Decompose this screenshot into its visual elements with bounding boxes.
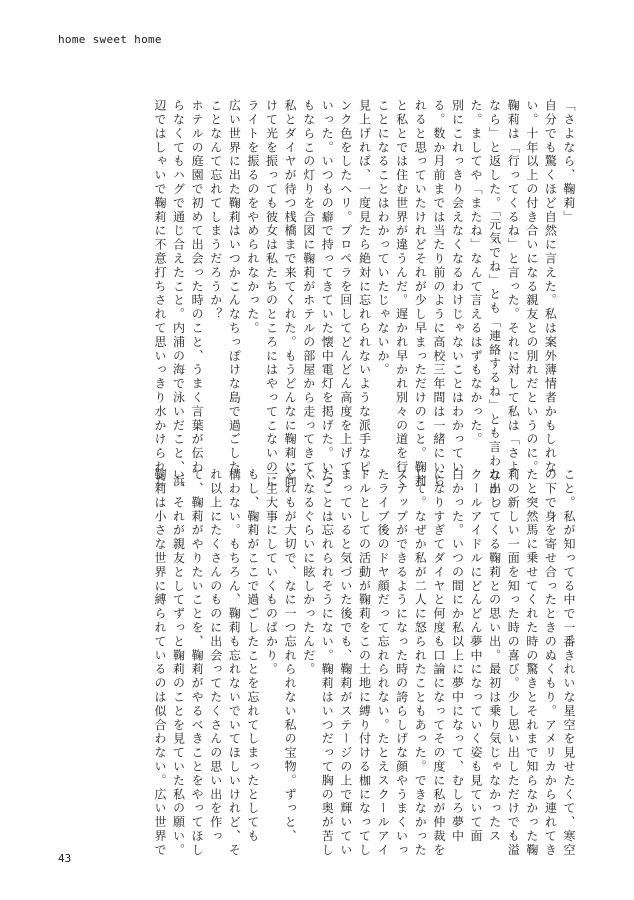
- text-line: たライブ後のドヤ顔だって忘れられない。たとえスクールアイ: [376, 468, 391, 858]
- text-line: 一生大事にしていくものばかり。: [264, 468, 279, 677]
- text-line: る。数か月前までは当たり前のように高校三年間は一緒にいら: [431, 99, 446, 489]
- text-line: 構わない。もちろん、鞠莉も忘れないでいてほしいけれど、そ: [227, 468, 242, 858]
- text-line: い。十年以上の付き合いになる親友との別れだというのに。: [524, 99, 539, 475]
- text-line: ステップができるようになった時の誇らしげな顔やうまくいっ: [394, 468, 409, 858]
- text-line: 白かった。いつの間にか私以上に夢中になって、むしろ夢中: [450, 468, 465, 844]
- text-line: れ以上にたくさんのものに出会ってたくさんの思い出を作っ: [208, 468, 223, 844]
- text-line: クールアイドルにどんどん夢中になっていく姿も見ていて面: [469, 468, 484, 844]
- text-line: い。それが親友としてずっと鞠莉のことを見ていた私の願い。: [171, 468, 186, 858]
- text-line: もならこの灯りを合図に鞠莉がホテルの部屋から走ってきて、: [301, 99, 316, 489]
- text-line: 自分でも驚くほど自然に言えた。私は案外薄情者かもしれな: [543, 99, 558, 475]
- running-header: home sweet home: [58, 33, 162, 46]
- text-line: 鞠莉は小さな世界に縛られているのは似合わない。広い世界で: [152, 468, 167, 858]
- text-line: けて光を振っても彼女は私たちのところにはやってこないのに: [264, 99, 279, 489]
- text-line: どれもが大切で、なに一つ忘れられない私の宝物。ずっと、: [283, 468, 298, 844]
- text-line: て、鞠莉がやりたいことを、鞠莉がやるべきことをやってほし: [190, 468, 205, 858]
- text-line: いった。いつもの癖で持ってきていた懐中電灯を掲げた。いつ: [320, 99, 335, 489]
- text-line: ことなんて忘れてしまうだろうか？: [208, 99, 223, 322]
- page-number: 43: [58, 852, 72, 865]
- text-line: と私とでは住む世界が違うんだ。遅かれ早かれ別々の道を行く: [394, 99, 409, 489]
- lower-text-block: [150, 468, 578, 858]
- text-line: になりすぎてダイヤと何度も口論になってその度に私が仲裁を: [431, 468, 446, 858]
- text-line: ドルとしての活動が鞠莉をこの土地に縛り付ける枷になってし: [357, 468, 372, 858]
- text-line: して。なぜか私が二人に怒られたこともあった。できなかった: [413, 468, 428, 858]
- text-line: 別にこれっきり会えなくなるわけじゃないことはわかってい: [450, 99, 465, 475]
- text-line: ライトを振るのをやめられなかった。: [245, 99, 260, 336]
- text-line: 広い世界に出た鞠莉はいつかこんなちっぽけな島で過ごした: [227, 99, 242, 475]
- text-line: 「さよなら、鞠莉」: [562, 99, 576, 225]
- text-line: の下で身を寄せ合ったときのぬくもり。アメリカから連れてき: [543, 468, 558, 858]
- text-line: こと。私が知ってる中で一番きれいな星空を見せたくて、寒空: [562, 468, 576, 858]
- text-line: 辺ではしゃいで鞠莉に不意打ちされて思いっきり水かけられた: [152, 99, 167, 489]
- text-line: たことは忘れられそうにない。鞠莉はいつだって胸の奥が苦し: [320, 468, 335, 858]
- text-line: 見上げれば、一度見たら絶対に忘れられないような派手なピ: [357, 99, 372, 475]
- text-line: なら」と返した。「元気でね」とも「連絡するね」とも言わなかっ: [487, 99, 502, 510]
- text-line: たと突然馬に乗せてくれた時の驚きとそれまで知らなかった鞠: [524, 468, 539, 858]
- text-line: くなるぐらいに眩しかったんだ。: [301, 468, 316, 677]
- text-line: た。ましてや「またね」なんて言えるはずもなかった。: [469, 99, 484, 447]
- text-line: ことになることはわかっていたじゃないか。: [376, 99, 391, 377]
- text-line: もし、鞠莉がここで過ごしたことを忘れてしまったとしても: [245, 468, 260, 844]
- text-line: まっていると気づいた後でも、鞠莉がステージの上で輝いてい: [338, 468, 353, 858]
- text-line: ンク色をしたヘリ。プロペラを回してどんどん高度を上げて: [338, 99, 353, 475]
- text-line: ホテルの庭園で初めて出会った時のこと、うまく言葉が伝わ: [190, 99, 205, 475]
- text-line: らなくてもハグで通じ合えたこと。内浦の海で泳いだこと、浜: [171, 99, 186, 489]
- text-line: 私とダイヤが待つ桟橋まで来てくれた。もうどんなに鞠莉に向: [283, 99, 298, 489]
- text-line: 莉の新しい一面を知った時の喜び。少し思い出しただけでも溢: [506, 468, 521, 858]
- text-line: れると思っていたけれどそれが少し早まっただけのこと。鞠莉: [413, 99, 428, 489]
- text-line: 鞠莉は「行ってくるね」と言った。それに対して私は「さよ: [506, 99, 521, 475]
- upper-text-block: [150, 99, 578, 510]
- text-line: れ出してくる鞠莉との思い出。最初は乗り気じゃなかったス: [487, 468, 502, 844]
